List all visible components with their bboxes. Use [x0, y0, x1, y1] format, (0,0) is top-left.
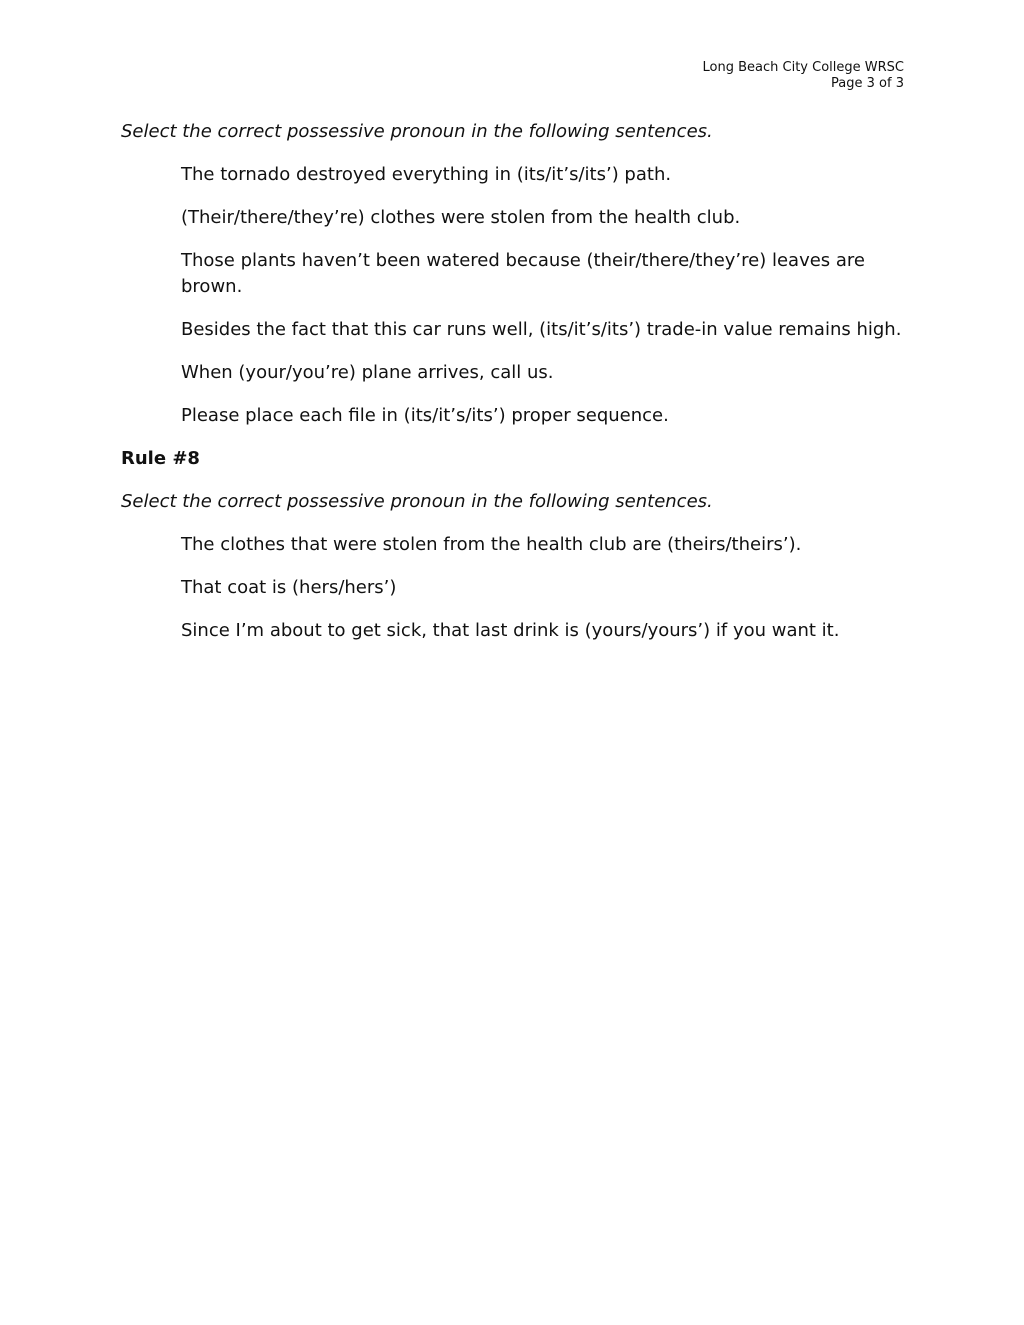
sentence-item: When (your/you’re) plane arrives, call us. — [181, 362, 554, 383]
sentence-item: That coat is (hers/hers’) — [181, 577, 397, 598]
section2-instruction: Select the correct possessive pronoun in the following sentences. — [121, 491, 713, 512]
sentence-item: The tornado destroyed everything in (its/it’s/its’) path. — [181, 164, 672, 185]
rule-heading: Rule #8 — [121, 448, 200, 469]
sentence-item: Those plants haven’t been watered because (their/there/they’re) leaves are brown. — [181, 250, 865, 297]
page-header — [703, 60, 904, 92]
sentence-item: (Their/there/they’re) clothes were stolen from the health club. — [181, 207, 741, 228]
section1-instruction: Select the correct possessive pronoun in the following sentences. — [121, 121, 713, 142]
section1-sentence-list — [121, 162, 906, 429]
header-organization: Long Beach City College WRSC — [702, 60, 904, 75]
sentence-item: The clothes that were stolen from the health club are (theirs/theirs’). — [181, 534, 802, 555]
document-body — [121, 119, 906, 661]
sentence-item: Besides the fact that this car runs well, (its/it’s/its’) trade-in value remains high. — [181, 319, 902, 340]
sentence-item: Since I’m about to get sick, that last drink is (yours/yours’) if you want it. — [181, 620, 840, 641]
section2-sentence-list — [121, 532, 906, 644]
sentence-item: Please place each file in (its/it’s/its’) proper sequence. — [181, 405, 669, 426]
header-page-number: Page 3 of 3 — [831, 76, 904, 91]
